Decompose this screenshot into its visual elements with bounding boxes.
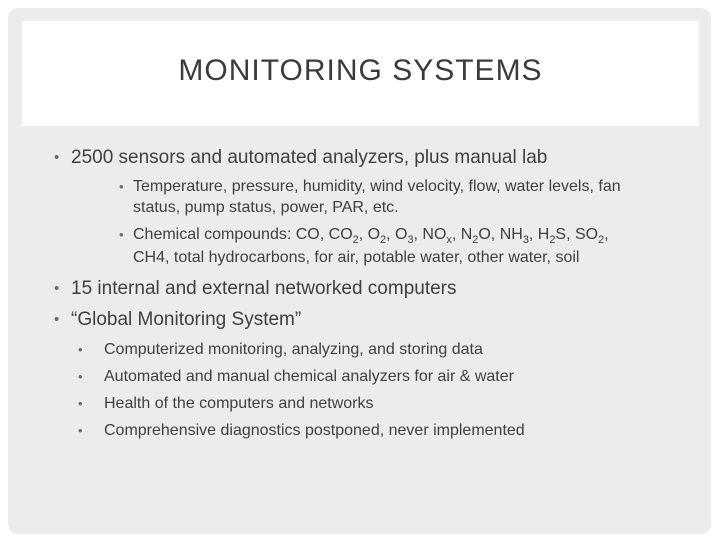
bullet-item [54, 146, 548, 170]
bullet-marker: • [54, 280, 60, 297]
chem-subscript: 2 [598, 233, 605, 246]
chem-subscript: 2 [380, 233, 387, 246]
sub-bullet-continuation [133, 247, 579, 268]
chem-text: , [604, 226, 609, 243]
sub-bullet-text: status, pump status, power, PAR, etc. [133, 199, 399, 216]
bullet-marker: • [78, 423, 83, 438]
bullet-item [54, 308, 302, 332]
chem-subscript: 3 [522, 233, 529, 246]
sub-bullet-text: Computerized monitoring, analyzing, and storing data [104, 341, 483, 358]
bullet-text: “Global Monitoring System” [71, 309, 302, 330]
bullet-marker: • [78, 342, 83, 357]
bullet-marker: • [54, 311, 60, 328]
chem-text: O, NH [478, 226, 523, 243]
sub-bullet-text: Comprehensive diagnostics postponed, never implemented [104, 422, 525, 439]
sub-bullet-item [78, 366, 514, 387]
chem-subscript: 3 [407, 233, 414, 246]
bullet-text: 2500 sensors and automated analyzers, plus manual lab [71, 147, 548, 168]
chem-text: S, SO [555, 226, 599, 243]
chem-text: , O [358, 226, 381, 243]
bullet-marker: • [78, 369, 83, 384]
chem-text: , N [451, 226, 473, 243]
sub-bullet-text: Health of the computers and networks [104, 395, 374, 412]
bullet-text: 15 internal and external networked computers [71, 278, 457, 299]
sub-bullet-item [119, 176, 621, 197]
bullet-marker: • [119, 179, 124, 194]
bullet-item [54, 277, 457, 301]
chem-text: , H [528, 226, 550, 243]
sub-bullet-continuation [133, 197, 399, 218]
sub-bullet-item [119, 224, 609, 246]
sub-bullet-text: Temperature, pressure, humidity, wind velocity, flow, water levels, fan [133, 178, 621, 195]
sub-bullet-text: CH4, total hydrocarbons, for air, potable water, other water, soil [133, 249, 580, 266]
bullet-marker: • [78, 396, 83, 411]
chem-subscript: 2 [549, 233, 556, 246]
bullet-marker: • [54, 149, 60, 166]
sub-bullet-item [78, 393, 374, 414]
slide-title: MONITORING SYSTEMS [178, 54, 543, 87]
chem-subscript: 2 [352, 233, 359, 246]
chem-text: , NO [413, 226, 447, 243]
sub-bullet-text: Automated and manual chemical analyzers for air & water [104, 368, 514, 385]
chem-text: , O [386, 226, 408, 243]
sub-bullet-item [78, 420, 525, 441]
chem-subscript: x [446, 233, 452, 246]
chem-text: Chemical compounds: CO, CO [133, 226, 353, 243]
bullet-marker: • [119, 227, 124, 242]
sub-bullet-item [78, 339, 483, 360]
chem-subscript: 2 [472, 233, 479, 246]
